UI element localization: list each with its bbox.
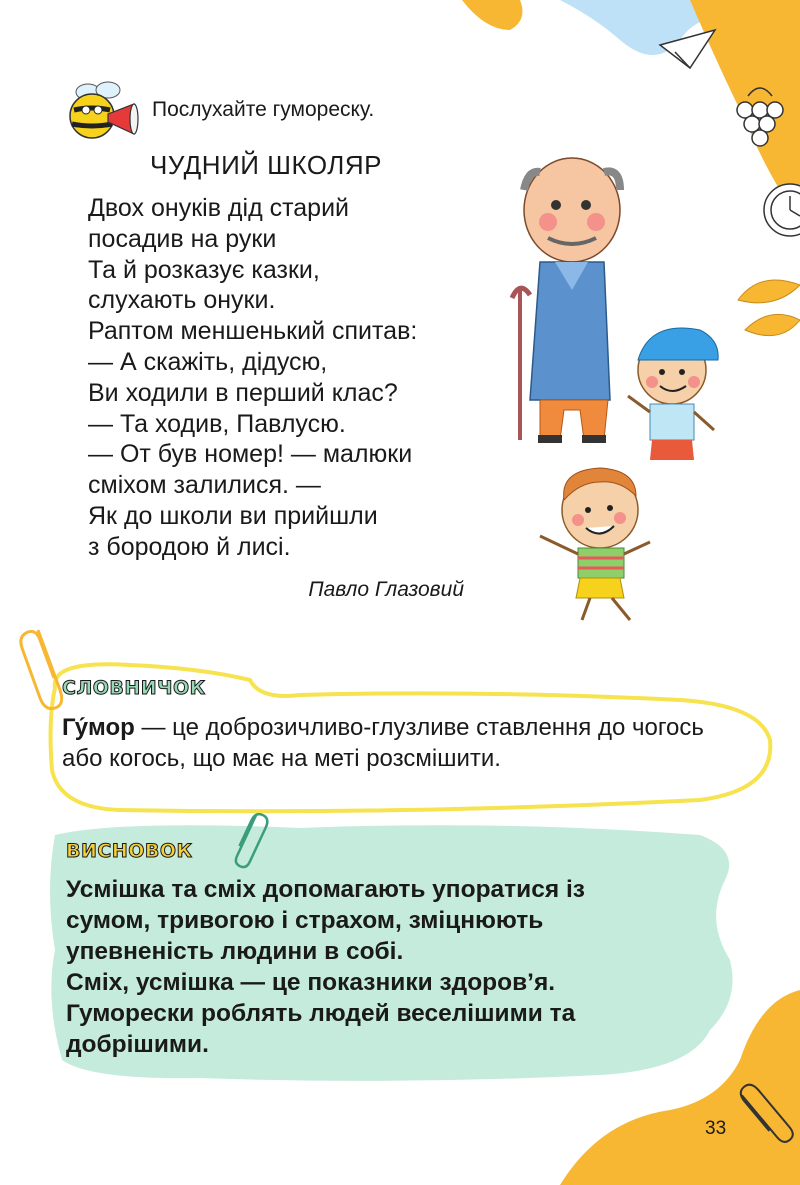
poem-title: ЧУДНИЙ ШКОЛЯР <box>150 150 382 180</box>
grandfather-figure <box>512 158 620 443</box>
poem-line: — От був номер! — малюки <box>88 440 413 469</box>
conclusion-line: Усмішка та сміх допомагають упоратися із <box>66 876 585 903</box>
glossary-badge: СЛОВНИЧОК <box>62 677 206 699</box>
poem-line: Та й розказує казки, <box>88 255 320 284</box>
conclusion-line: добрішими. <box>66 1031 209 1058</box>
conclusion-text <box>66 874 726 1060</box>
glossary-definition <box>62 712 742 774</box>
clock-icon <box>764 184 800 236</box>
poem-line: з бородою й лисі. <box>88 532 291 561</box>
poem-line: — А скажіть, дідусю, <box>88 347 328 376</box>
poem-line: Раптом меншенький спитав: <box>88 317 418 346</box>
poem-line: сміхом залилися. — <box>88 471 321 500</box>
instruction-text: Послухайте гумореску. <box>152 98 375 121</box>
leaves-icon <box>738 280 800 336</box>
grandfather-grandchildren-illustration <box>500 150 720 630</box>
glossary-term: Гу́мор <box>62 714 135 741</box>
poem-line: — Та ходив, Павлусю. <box>88 409 346 438</box>
top-right-orange-blob <box>462 0 522 30</box>
conclusion-line: упевненість людини в собі. <box>66 938 404 965</box>
conclusion-line: Гуморески роблять людей веселішими та <box>66 1000 576 1027</box>
conclusion-line: Сміх, усмішка — це показники здоров’я. <box>66 969 556 996</box>
bee-megaphone-icon <box>62 80 142 150</box>
conclusion-badge: ВИСНОВОК <box>66 840 193 862</box>
poem-line: посадив на руки <box>88 224 277 253</box>
paperclip-icon <box>21 630 62 709</box>
curly-haired-boy-figure <box>540 468 650 620</box>
poem-line: слухають онуки. <box>88 286 276 315</box>
poem-line: Ви ходили в перший клас? <box>88 378 398 407</box>
boy-with-cap-figure <box>628 328 718 460</box>
poem-text <box>88 193 417 563</box>
page-number: 33 <box>705 1118 727 1139</box>
conclusion-line: сумом, тривогою і страхом, зміцнюють <box>66 907 544 934</box>
poem-line: Як до школи ви прийшли <box>88 501 378 530</box>
poem-line: Двох онуків дід старий <box>88 194 350 222</box>
poem-author: Павло Глазовий <box>308 578 464 601</box>
glossary-definition-text: — це доброзичливо-глузливе ставлення до чогось або когось, що має на меті розсмішити. <box>62 714 704 772</box>
